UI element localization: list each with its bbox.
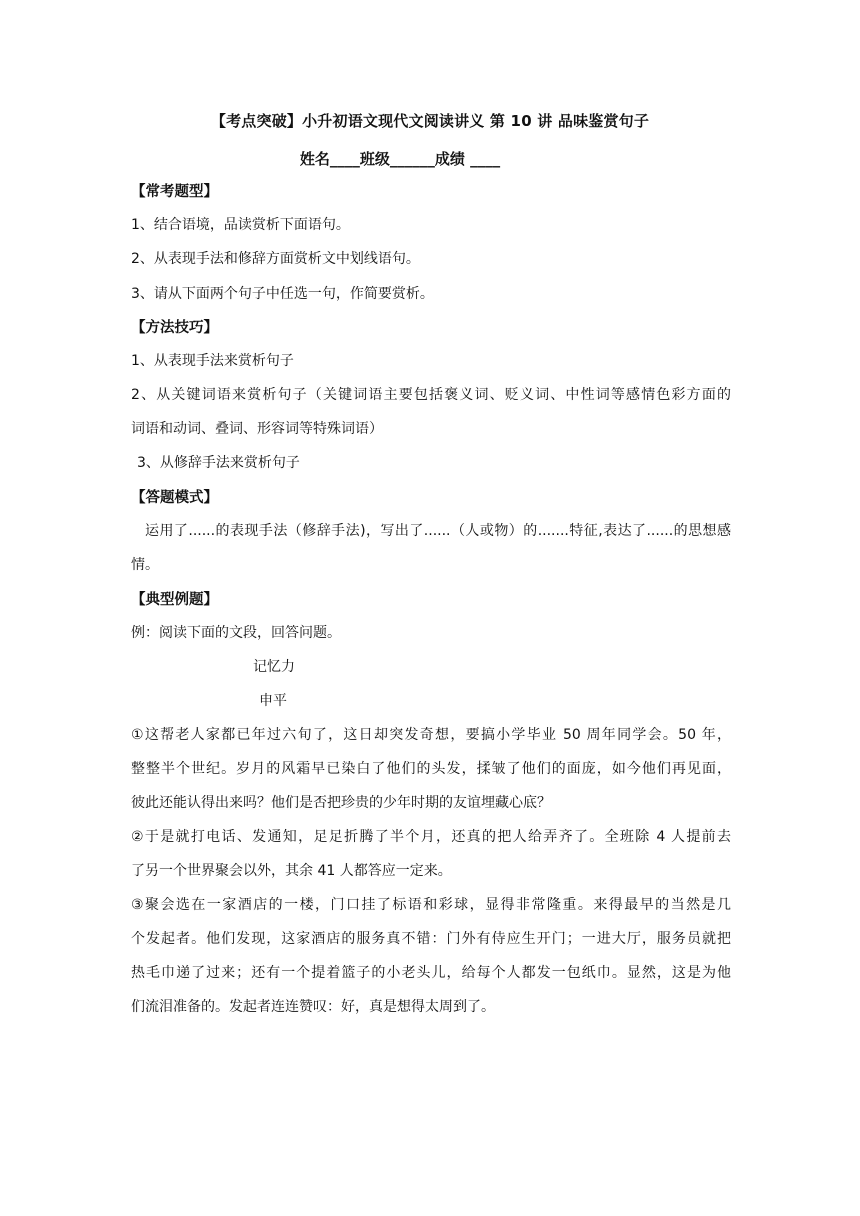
section-heading-answer-template: 【答题模式】 — [131, 490, 218, 506]
paragraph-3-line-1: ③聚会选在一家酒店的一楼，门口挂了标语和彩球，显得非常隆重。来得最早的当然是几 — [131, 897, 731, 913]
question-type-item-1: 1、结合语境，品读赏析下面语句。 — [131, 217, 350, 233]
paragraph-1-line-1: ①这帮老人家都已年过六旬了，这日却突发奇想，要搞小学毕业 50 周年同学会。50 年， — [131, 727, 731, 743]
method-item-2-line-1: 2、从关键词语来赏析句子（关键词语主要包括褒义词、贬义词、中性词等感情色彩方面的 — [131, 387, 731, 403]
section-heading-example: 【典型例题】 — [131, 592, 218, 608]
method-item-3: 3、从修辞手法来赏析句子 — [137, 455, 300, 471]
answer-template-line-1: 运用了......的表现手法（修辞手法)，写出了......（人或物）的.......特征,表达了......的思想感 — [145, 523, 731, 539]
paragraph-3-line-2: 个发起者。他们发现，这家酒店的服务真不错：门外有侍应生开门；一进大厅，服务员就把 — [131, 931, 731, 947]
paragraph-3-line-4: 们流泪准备的。发起者连连赞叹：好，真是想得太周到了。 — [131, 999, 495, 1015]
paragraph-2-line-2: 了另一个世界聚会以外，其余 41 人都答应一定来。 — [131, 863, 452, 879]
paragraph-2-line-1: ②于是就打电话、发通知，足足折腾了半个月，还真的把人给弄齐了。全班除 4 人提前去 — [131, 829, 731, 845]
name-class-score-line: 姓名____班级______成绩 ____ — [299, 150, 501, 168]
answer-template-line-2: 情。 — [131, 557, 159, 573]
question-type-item-3: 3、请从下面两个句子中任选一句，作简要赏析。 — [131, 286, 434, 302]
paragraph-3-line-3: 热毛巾递了过来；还有一个提着篮子的小老头儿，给每个人都发一包纸巾。显然，这是为他 — [131, 965, 731, 981]
method-item-2-line-2: 词语和动词、叠词、形容词等特殊词语） — [131, 421, 383, 437]
method-item-1: 1、从表现手法来赏析句子 — [131, 353, 294, 369]
section-heading-methods: 【方法技巧】 — [131, 320, 218, 336]
section-heading-question-types: 【常考题型】 — [131, 184, 218, 200]
paragraph-1-line-3: 彼此还能认得出来吗？他们是否把珍贵的少年时期的友谊埋藏心底？ — [131, 795, 551, 811]
paragraph-1-line-2: 整整半个世纪。岁月的风霜早已染白了他们的头发，揉皱了他们的面庞，如今他们再见面， — [131, 761, 731, 777]
example-prompt: 例：阅读下面的文段，回答问题。 — [131, 625, 341, 641]
document-title: 【考点突破】小升初语文现代文阅读讲义 第 10 讲 品味鉴赏句子 — [210, 112, 650, 130]
article-author: 申平 — [259, 693, 287, 709]
article-title: 记忆力 — [253, 659, 295, 675]
question-type-item-2: 2、从表现手法和修辞方面赏析文中划线语句。 — [131, 251, 420, 267]
